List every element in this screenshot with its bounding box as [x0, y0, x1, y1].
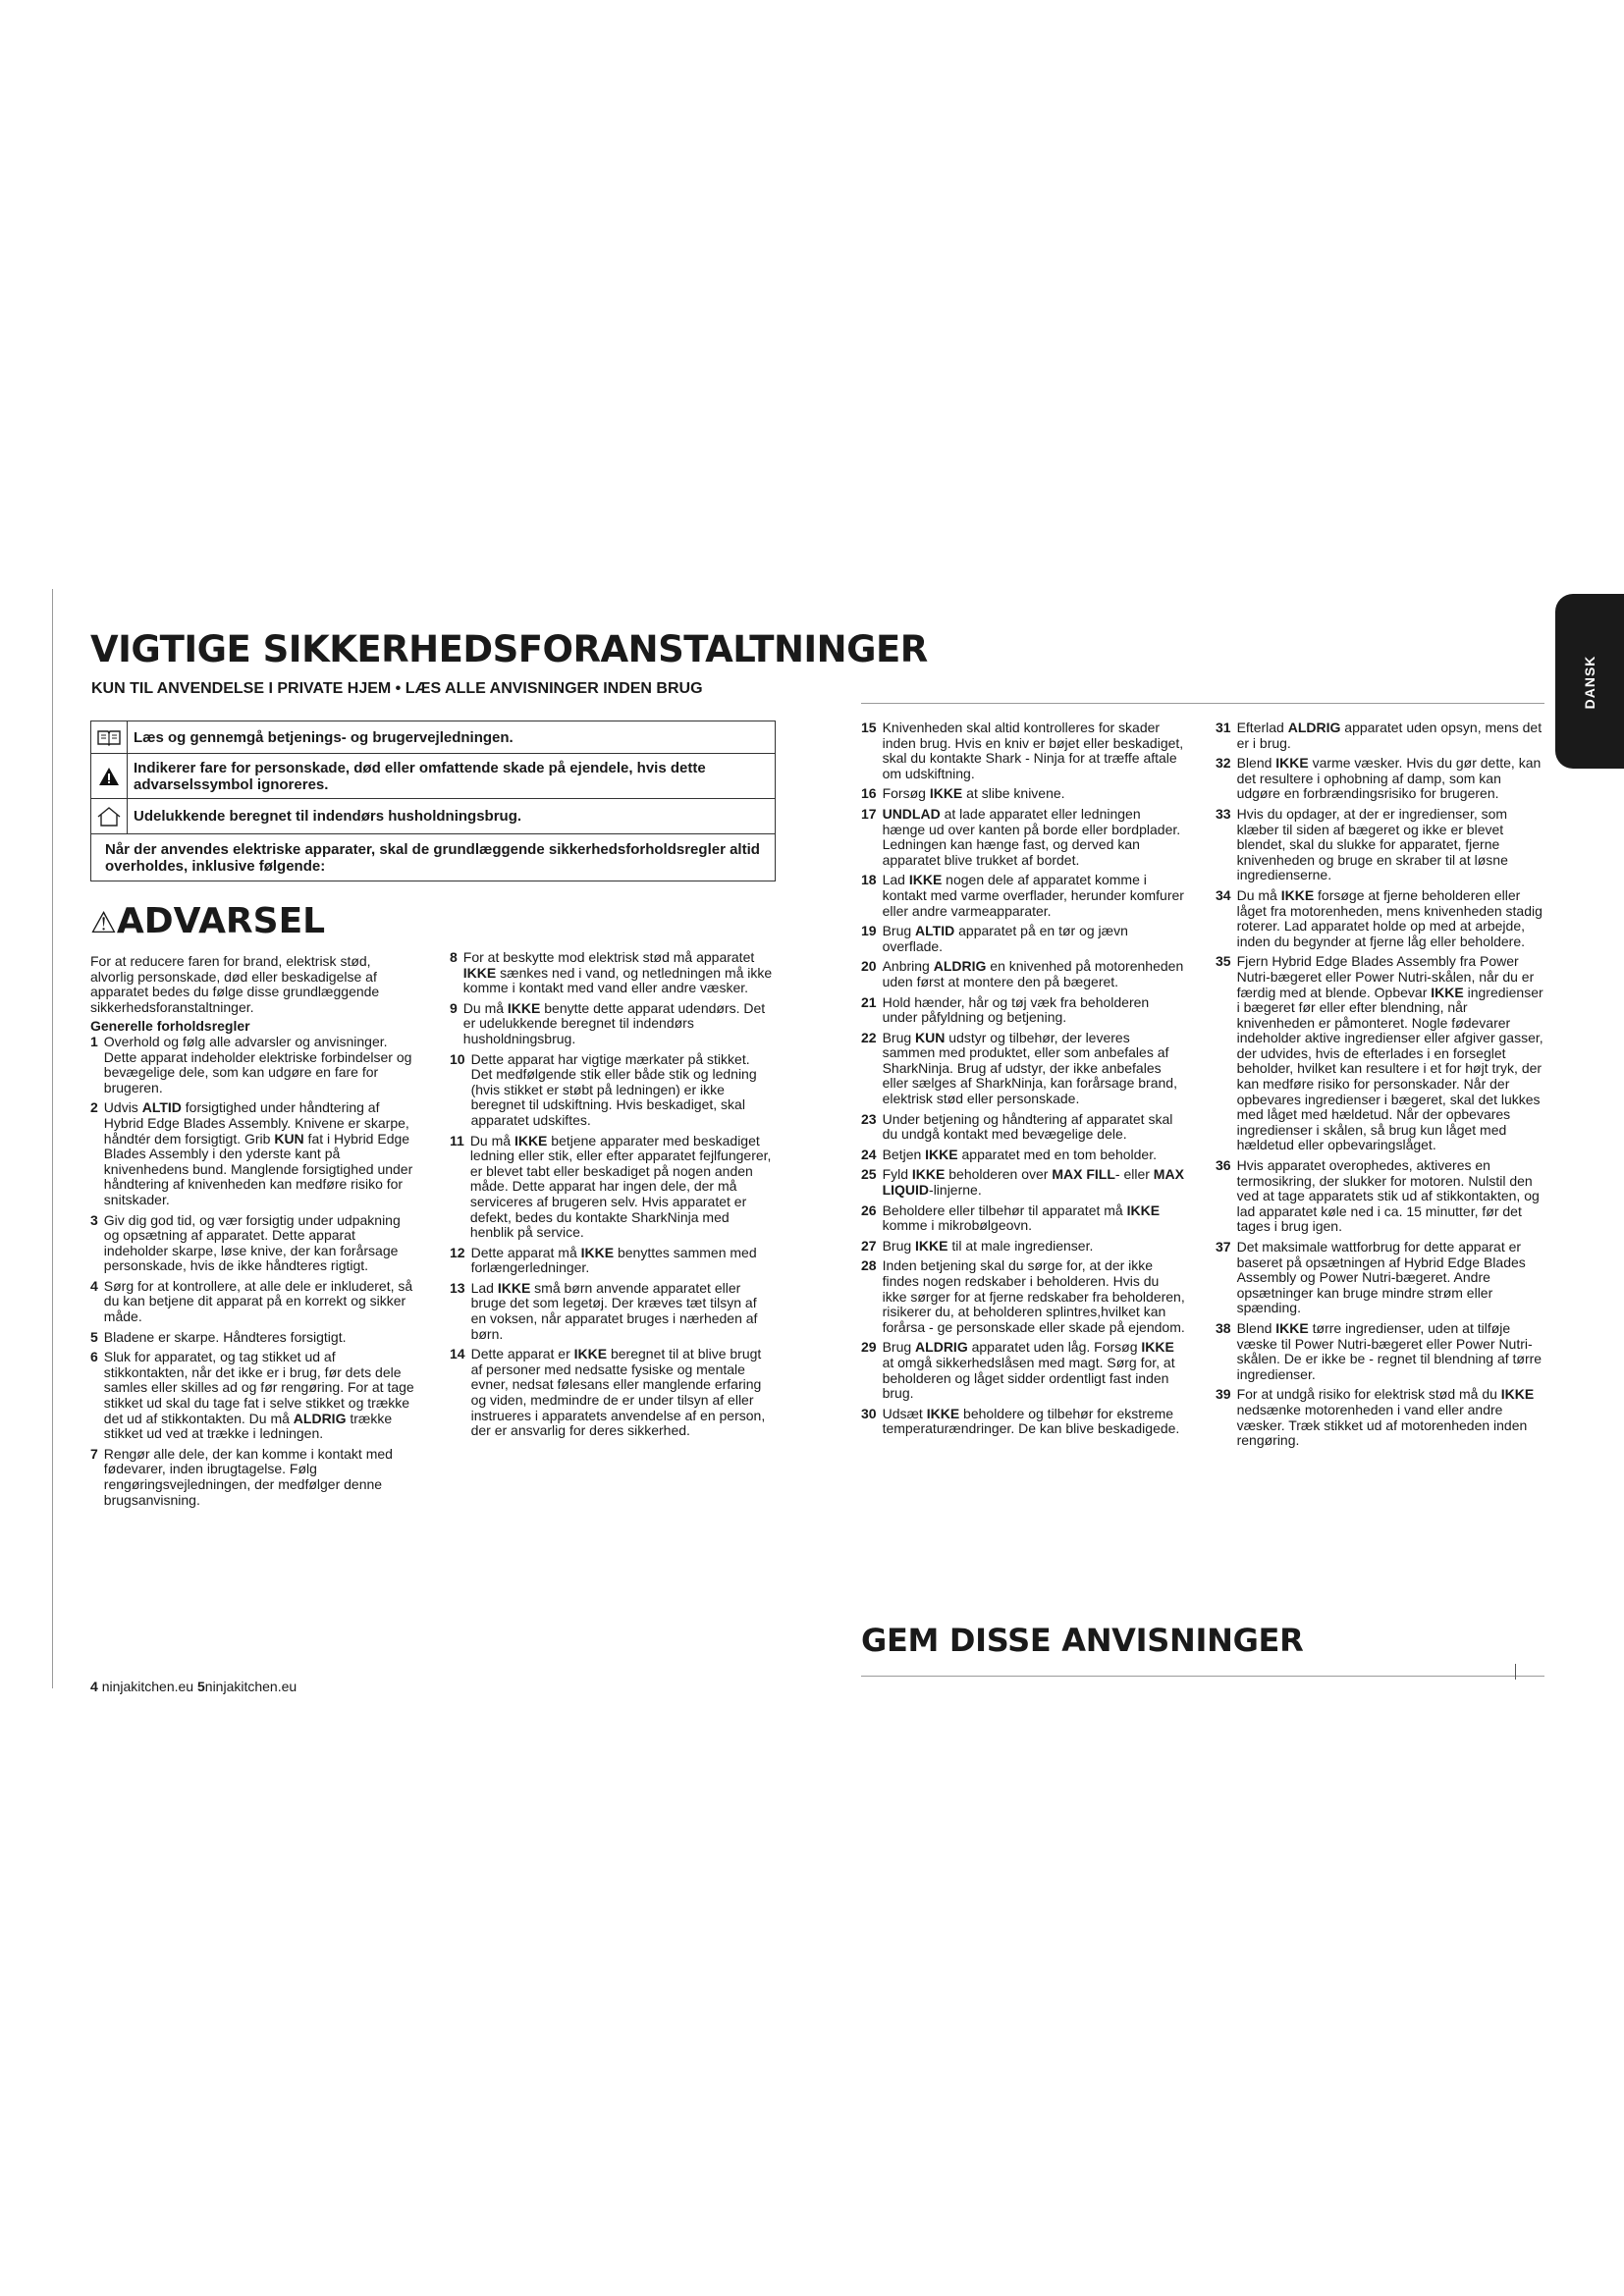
instruction-number: 38 — [1216, 1319, 1231, 1336]
instruction-number: 4 — [90, 1277, 98, 1294]
language-tab — [1555, 594, 1624, 769]
instruction-text: Rengør alle dele, der kan komme i kontakt med fødevarer, inden ibrugtagelse. Følg rengøringsvejledningen, der medfølger denne brugsanvisning. — [103, 1445, 393, 1508]
general-heading: Generelle forholdsregler — [90, 1018, 250, 1035]
instruction-item — [90, 1350, 414, 1442]
instruction-item — [1216, 1387, 1544, 1448]
instruction-item — [90, 1035, 414, 1095]
instruction-text: Hvis du opdager, at der er ingredienser, som klæber til siden af bægeret og ikke er blevet blendet, skal du slukke for apparatet, fjerne knivenheden og bruge en skraber til at løsne ingredienserne. — [1236, 805, 1508, 883]
instruction-text: Hvis apparatet overophedes, aktiveres en termosikring, der slukker for motoren. Nulstil den ved at tage apparatets stik ud af stikkontakten, og lad apparatet køle ned i ca. 15 minutter, før det tages i brug igen. — [1236, 1157, 1540, 1235]
instruction-number: 14 — [450, 1346, 465, 1362]
save-instructions-heading: GEM DISSE ANVISNINGER — [861, 1622, 1304, 1659]
instruction-item — [861, 1031, 1185, 1107]
instruction-item — [90, 1100, 414, 1207]
instruction-text: Lad IKKE nogen dele af apparatet komme i kontakt med varme overflader, herunder komfurer eller andre varmeapparater. — [882, 872, 1184, 919]
legend-indoor-text: Udelukkende beregnet til indendørs husholdningsbrug. — [128, 799, 776, 834]
instruction-number: 28 — [861, 1257, 877, 1274]
instruction-item — [90, 1213, 414, 1274]
instruction-item — [861, 959, 1185, 989]
instruction-text: Sluk for apparatet, og tag stikket ud af stikkontakten, når det ikke er i brug, før dets dele samles eller skilles ad og før rengøring. For at tage stikket ud skal du tage fat i selve stikket og trække det ud af stikkontakten. Du må ALDRIG trække stikket ud ved at trække i ledningen. — [103, 1349, 414, 1442]
instruction-number: 1 — [90, 1033, 98, 1049]
instruction-item — [450, 1134, 774, 1241]
page-subtitle: KUN TIL ANVENDELSE I PRIVATE HJEM • LÆS ALLE ANVISNINGER INDEN BRUG — [91, 680, 703, 697]
instruction-text: Udvis ALTID forsigtighed under håndtering af Hybrid Edge Blades Assembly. Knivene er skarpe, håndtér dem forsigtigt. Grib KUN fat i Hybrid Edge Blades Assembly i den yderste kant på knivenhedens bund. Manglende forsigtighed under håndtering af knivenheden kan medføre risiko for snitskader. — [103, 1099, 413, 1207]
instruction-item — [861, 924, 1185, 954]
instruction-number: 17 — [861, 805, 877, 822]
instruction-item — [1216, 888, 1544, 949]
left-site: ninjakitchen.eu — [101, 1679, 194, 1694]
instruction-number: 34 — [1216, 886, 1231, 903]
instruction-number: 12 — [450, 1244, 465, 1260]
instruction-item — [861, 1239, 1185, 1255]
instruction-text: Under betjening og håndtering af apparatet skal du undgå kontakt med bevægelige dele. — [882, 1110, 1173, 1143]
instruction-text: Du må IKKE benytte dette apparat udendørs. Det er udelukkende beregnet til indendørs husholdningsbrug. — [462, 999, 766, 1046]
instruction-number: 27 — [861, 1237, 877, 1254]
instruction-text: Lad IKKE små børn anvende apparatet eller bruge det som legetøj. Der kræves tæt tilsyn af en voksen, når apparatet bruges i nærheden af børn. — [470, 1279, 758, 1342]
right-site: ninjakitchen.eu — [204, 1679, 298, 1694]
instruction-number: 32 — [1216, 755, 1231, 772]
instruction-item — [861, 1258, 1185, 1335]
manual-icon — [91, 721, 128, 754]
instruction-item — [450, 950, 774, 996]
instruction-text: Sørg for at kontrollere, at alle dele er inkluderet, så du kan betjene dit apparat på en korrekt og sikker måde. — [103, 1277, 413, 1325]
instruction-number: 13 — [450, 1279, 465, 1296]
instruction-text: Fjern Hybrid Edge Blades Assembly fra Power Nutri-bægeret eller Power Nutri-skålen, når du er færdig med at blende. Opbevar IKKE ingredienser i bægeret før eller efter blendning, når knivenheden er påmonteret. Nogle fødevarer indeholder aktive ingredienser eller afgiver gasser, der udvides, hvis de efterlades i en forseglet beholder, hvilket kan resultere i et for højt tryk, der kan medføre risiko for personskader. Når der opbevares ingredienser i bægeret, skal det lukkes med låget med hældetud. Når der opbevares ingredienser i skålen, så brug kun låget med hældetud eller opbevaringslåget. — [1236, 953, 1543, 1153]
instruction-item — [861, 1148, 1185, 1163]
column-4 — [1216, 721, 1544, 1454]
instruction-item — [861, 721, 1185, 781]
instruction-number: 9 — [450, 999, 458, 1016]
instruction-text: Efterlad ALDRIG apparatet uden opsyn, mens det er i brug. — [1236, 720, 1543, 751]
house-icon — [91, 799, 128, 834]
column-1 — [90, 954, 414, 1513]
instruction-item — [861, 786, 1185, 802]
instruction-item — [1216, 721, 1544, 751]
column-3 — [861, 721, 1185, 1442]
warning-heading: ⚠ADVARSEL — [90, 901, 326, 941]
instruction-number: 23 — [861, 1110, 877, 1127]
instruction-item — [90, 1279, 414, 1325]
instruction-text: Det maksimale wattforbrug for dette apparat er baseret på opsætningen af Hybrid Edge Blades Assembly og Power Nutri-bægeret. Andre opsætninger kan bruge mindre strøm eller spænding. — [1236, 1239, 1526, 1316]
instruction-number: 11 — [450, 1132, 464, 1148]
instruction-item — [861, 873, 1185, 919]
warning-triangle-icon — [91, 754, 128, 799]
instruction-text: Du må IKKE betjene apparater med beskadiget ledning eller stik, eller efter apparatet fejlfungerer, er blevet tabt eller beskadiget på nogen anden måde. Dette apparat har ingen dele, der må serviceres af brugeren selv. Hvis apparatet er defekt, bedes du kontakte SharkNinja med henblik på service. — [469, 1132, 772, 1241]
symbol-legend-table — [90, 721, 776, 881]
right-page-number: 5 — [196, 1679, 205, 1694]
instruction-text: Dette apparat må IKKE benyttes sammen med forlængerledninger. — [470, 1244, 757, 1276]
instruction-text: UNDLAD at lade apparatet eller ledningen hænge ud over kanten på borde eller bordplader. Ledningen kan hænge fast, og derved kan apparatet blive trukket af bordet. — [882, 805, 1181, 868]
instruction-item — [1216, 1158, 1544, 1235]
instruction-item — [861, 1407, 1185, 1437]
left-page-number: 4 — [90, 1679, 98, 1694]
instruction-item — [1216, 1240, 1544, 1316]
instruction-text: Brug IKKE til at male ingredienser. — [882, 1237, 1094, 1254]
instruction-number: 25 — [861, 1166, 877, 1183]
column-2 — [450, 950, 774, 1444]
instruction-item — [450, 1052, 774, 1129]
instruction-number: 30 — [861, 1405, 877, 1421]
instruction-text: Brug ALTID apparatet på en tør og jævn overflade. — [882, 923, 1128, 954]
instruction-number: 2 — [90, 1099, 98, 1116]
instruction-item — [450, 1347, 774, 1439]
page-title: VIGTIGE SIKKERHEDSFORANSTALTNINGER — [90, 628, 928, 670]
instruction-item — [1216, 807, 1544, 883]
instruction-number: 29 — [861, 1339, 877, 1356]
instruction-text: Giv dig god tid, og vær forsigtig under udpakning og opsætning af apparatet. Dette apparat indeholder skarpe, løse knive, der kan forårsage personskade, hvis de ikke håndteres rigtigt. — [103, 1211, 401, 1274]
instruction-text: Brug KUN udstyr og tilbehør, der leveres sammen med produktet, eller som anbefales af SharkNinja. Brug af udstyr, der ikke anbefales eller sælges af SharkNinja, kan forårsage brand, elektrisk stød eller personskade. — [882, 1029, 1177, 1107]
instruction-item — [1216, 1321, 1544, 1382]
instruction-text: Brug ALDRIG apparatet uden låg. Forsøg IKKE at omgå sikkerhedslåsen med magt. Sørg for, at beholderen og låget sidder ordentligt fast inden brug. — [882, 1339, 1175, 1402]
instruction-text: Betjen IKKE apparatet med en tom beholder. — [882, 1146, 1157, 1162]
legend-footer-text: Når der anvendes elektriske apparater, skal de grundlæggende sikkerhedsforholdsregler altid overholdes, inklusive følgende: — [91, 834, 776, 881]
instruction-item — [450, 1001, 774, 1047]
instruction-number: 19 — [861, 923, 877, 939]
page-marker — [1515, 1664, 1516, 1680]
instruction-text: Inden betjening skal du sørge for, at der ikke findes nogen redskaber i beholderen. Hvis du ikke sørger for at fjerne redskaber fra beholderen, risikerer du, at beholderen splintres,hvilket kan forårsa - ge personskade eller skade på ejendom. — [882, 1257, 1185, 1335]
intro-text: For at reducere faren for brand, elektrisk stød, alvorlig personskade, død eller beskadigelse af apparatet bedes du følge disse grundlæggende sikkerhedsforanstaltninger. — [90, 953, 380, 1015]
instruction-number: 24 — [861, 1146, 877, 1162]
instruction-item — [1216, 954, 1544, 1153]
instruction-number: 22 — [861, 1029, 877, 1045]
instruction-number: 10 — [450, 1050, 465, 1067]
instruction-number: 37 — [1216, 1239, 1231, 1255]
legend-warning-text: Indikerer fare for personskade, død eller omfattende skade på ejendele, hvis dette advarselssymbol ignoreres. — [128, 754, 776, 799]
page-footer — [90, 1679, 297, 1694]
instruction-text: Knivenheden skal altid kontrolleres for skader inden brug. Hvis en kniv er bøjet eller beskadiget, skal du kontakte Shark - Ninja for at træffe aftale om udskiftning. — [882, 720, 1184, 781]
instruction-item — [1216, 756, 1544, 802]
instruction-text: Blend IKKE varme væsker. Hvis du gør dette, kan det resultere i ophobning af damp, som kan udgøre en forbrændingsrisiko for brugeren. — [1236, 755, 1542, 802]
warning-triangle-icon: ⚠ — [90, 906, 117, 940]
instruction-item — [861, 995, 1185, 1026]
instruction-text: Dette apparat er IKKE beregnet til at blive brugt af personer med nedsatte fysiske og mentale evner, nedsat følesans eller manglende erfaring og viden, medmindre de er under tilsyn af eller instrueres i apparatets anvendelse af en person, der er ansvarlig for deres sikkerhed. — [470, 1346, 766, 1439]
page-edge-line — [52, 589, 53, 1688]
instruction-item — [90, 1447, 414, 1508]
instruction-number: 6 — [90, 1349, 98, 1365]
instruction-number: 21 — [861, 993, 877, 1010]
instruction-item — [861, 1167, 1185, 1198]
instruction-number: 35 — [1216, 953, 1231, 970]
section-divider-top — [861, 703, 1544, 704]
instruction-text: Dette apparat har vigtige mærkater på stikket. Det medfølgende stik eller både stik og ledning (hvis stikket er støbt på ledningen) er ikke beregnet til udskiftning. Hvis beskadiget, skal apparatet udskiftes. — [470, 1050, 757, 1128]
instruction-number: 3 — [90, 1211, 98, 1228]
instruction-item — [450, 1246, 774, 1276]
instruction-number: 8 — [450, 949, 458, 965]
instruction-text: Fyld IKKE beholderen over MAX FILL- eller MAX LIQUID-linjerne. — [882, 1166, 1184, 1199]
instruction-item — [861, 807, 1185, 868]
instruction-number: 36 — [1216, 1157, 1231, 1174]
instruction-text: Anbring ALDRIG en knivenhed på motorenheden uden først at montere den på bægeret. — [882, 958, 1184, 989]
section-divider-bottom — [861, 1676, 1544, 1677]
instruction-number: 20 — [861, 958, 877, 975]
instruction-text: For at undgå risiko for elektrisk stød må du IKKE nedsænke motorenheden i vand eller andre væsker. Træk stikket ud af motorenheden inden rengøring. — [1236, 1386, 1535, 1449]
instruction-item — [861, 1203, 1185, 1234]
instruction-number: 33 — [1216, 805, 1231, 822]
instruction-text: Overhold og følg alle advarsler og anvisninger. Dette apparat indeholder elektriske forbindelser og bevægelige dele, som kan udgøre en fare for brugeren. — [103, 1033, 412, 1095]
instruction-number: 5 — [90, 1328, 98, 1345]
instruction-number: 18 — [861, 872, 877, 888]
instruction-text: Blend IKKE tørre ingredienser, uden at tilføje væske til Power Nutri-bægeret eller Power Nutri-skålen. De er ikke be - regnet til blendning af tørre ingredienser. — [1236, 1319, 1543, 1382]
instruction-text: Du må IKKE forsøge at fjerne beholderen eller låget fra motorenheden, mens knivenheden stadig roterer. Lad apparatet holde op med at arbejde, inden du begynder at fjerne låg eller beholdere. — [1236, 886, 1543, 949]
instruction-item — [861, 1112, 1185, 1143]
instruction-number: 15 — [861, 720, 877, 735]
instruction-number: 26 — [861, 1201, 877, 1218]
instruction-item — [861, 1340, 1185, 1401]
instruction-text: Hold hænder, hår og tøj væk fra beholderen under påfyldning og betjening. — [882, 993, 1150, 1026]
instruction-number: 31 — [1216, 720, 1231, 735]
instruction-text: Forsøg IKKE at slibe knivene. — [882, 785, 1065, 802]
instruction-number: 7 — [90, 1445, 98, 1462]
instruction-number: 16 — [861, 785, 877, 802]
instruction-text: For at beskytte mod elektrisk stød må apparatet IKKE sænkes ned i vand, og netledningen må ikke komme i kontakt med vand eller andre væsker. — [462, 949, 773, 996]
instruction-item — [450, 1281, 774, 1342]
instruction-text: Udsæt IKKE beholdere og tilbehør for ekstreme temperaturændringer. De kan blive beskadigede. — [882, 1405, 1180, 1437]
legend-manual-text: Læs og gennemgå betjenings- og brugervejledningen. — [128, 721, 776, 754]
instruction-number: 39 — [1216, 1386, 1231, 1403]
instruction-item — [90, 1330, 414, 1346]
language-tab-label: DANSK — [1582, 655, 1597, 710]
instruction-text: Bladene er skarpe. Håndteres forsigtigt. — [103, 1328, 347, 1345]
instruction-text: Beholdere eller tilbehør til apparatet må IKKE komme i mikrobølgeovn. — [882, 1201, 1161, 1234]
